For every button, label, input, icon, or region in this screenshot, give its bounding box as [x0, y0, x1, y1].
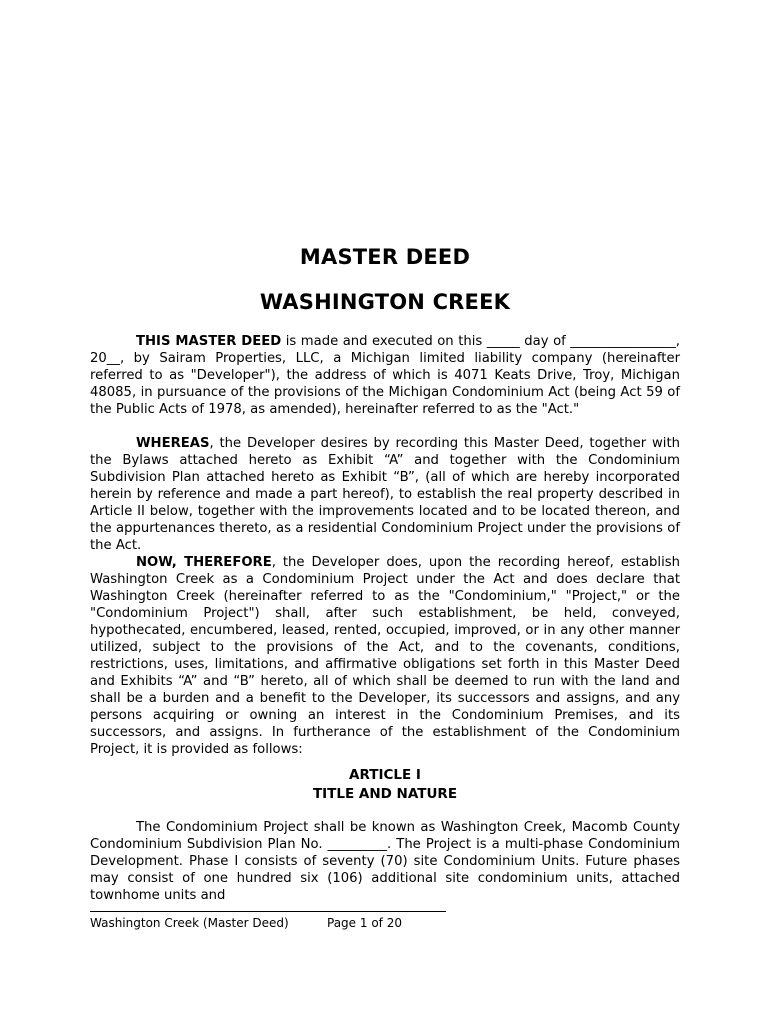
now-therefore-lead: NOW, THEREFORE: [136, 555, 272, 570]
whereas-paragraph: [90, 435, 680, 554]
whereas-text: , the Developer desires by recording this Master Deed, together with the Bylaws attached hereto as Exhibit “A” and together with the Condominium Subdivision Plan attached hereto as Exhibit “B”, (all of which are hereby incorporated herein by reference and made a part hereof), to establish the real property described in Article II below, together with the improvements located and to be located thereon, and the appurtenances thereto, as a residential Condominium Project under the provisions of the Act.: [90, 436, 680, 553]
whereas-lead: WHEREAS: [136, 436, 210, 451]
intro-lead: THIS MASTER DEED: [136, 334, 282, 349]
intro-paragraph: [90, 333, 680, 418]
now-therefore-paragraph: [90, 554, 680, 758]
footer-document-name: Washington Creek (Master Deed): [90, 916, 289, 930]
article-paragraph: [90, 819, 680, 904]
footer-page-number: Page 1 of 20: [327, 916, 402, 930]
article-title: TITLE AND NATURE: [312, 786, 458, 802]
footer-divider: [90, 911, 446, 912]
article-number: ARTICLE I: [349, 767, 421, 783]
now-therefore-text: , the Developer does, upon the recording hereof, establish Washington Creek as a Condominium Project under the Act and does declare that Washington Creek (hereinafter referred to as the "Condominium," "Project," or the "Condominium Project") shall, after such establishment, be held, conveyed, hypothecated, encumbered, leased, rented, occupied, improved, or in any other manner utilized, subject to the provisions of the Act, and to the covenants, conditions, restrictions, uses, limitations, and affirmative obligations set forth in this Master Deed and Exhibits “A” and “B” hereto, all of which shall be deemed to run with the land and shall be a burden and a benefit to the Developer, its successors and assigns, and any persons acquiring or owning an interest in the Condominium Premises, and its successors, and assigns. In furtherance of the establishment of the Condominium Project, it is provided as follows:: [90, 555, 680, 757]
intro-text: is made and executed on this _____ day of ________________, 20__, by Sairam Properties, LLC, a Michigan limited liability company (hereinafter referred to as "Developer"), the address of which is 4071 Keats Drive, Troy, Michigan 48085, in pursuance of the provisions of the Michigan Condominium Act (being Act 59 of the Public Acts of 1978, as amended), hereinafter referred to as the "Act.": [90, 334, 680, 417]
document-subtitle: WASHINGTON CREEK: [259, 290, 511, 314]
document-title: MASTER DEED: [299, 245, 471, 269]
article-text: The Condominium Project shall be known as Washington Creek, Macomb County Condominium Subdivision Plan No. _________. The Project is a multi-phase Condominium Development. Phase I consists of seventy (70) site Condominium Units. Future phases may consist of one hundred six (106) additional site condominium units, attached townhome units and: [90, 820, 680, 903]
